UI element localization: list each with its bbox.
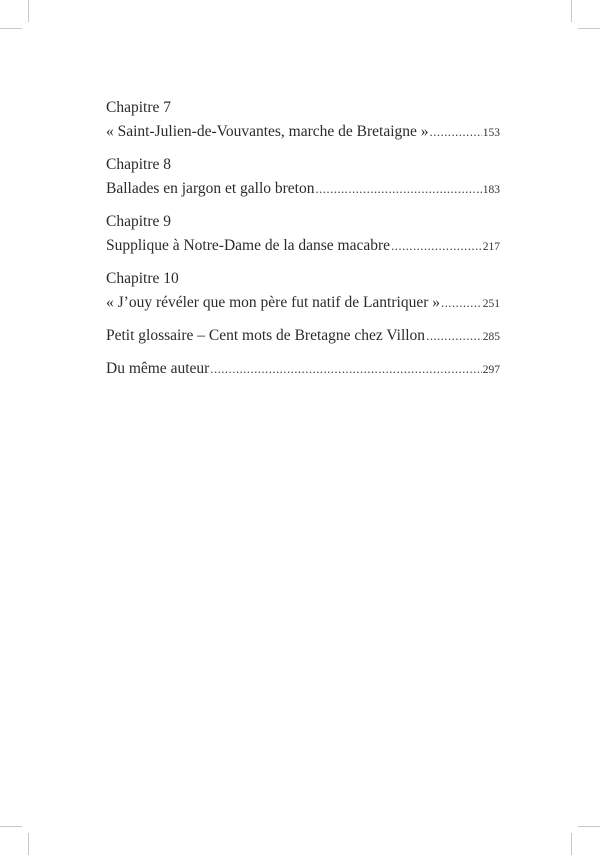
dot-leader	[210, 357, 481, 381]
chapter-heading: Chapitre 8	[106, 156, 171, 173]
toc-entry-same-author	[106, 357, 500, 381]
table-of-contents	[106, 96, 500, 390]
page-number: 183	[482, 184, 500, 196]
crop-mark-bottom-left-h	[0, 826, 22, 827]
page-number: 297	[482, 364, 500, 376]
page-number: 285	[482, 331, 500, 343]
page-number: 217	[482, 241, 500, 253]
dot-leader	[430, 120, 482, 144]
toc-line[interactable]	[106, 357, 500, 381]
dot-leader	[426, 324, 482, 348]
chapter-heading: Chapitre 10	[106, 270, 179, 287]
page-number: 251	[482, 298, 500, 310]
chapter-title: « J’ouy révéler que mon père fut natif de Lantriquer »	[106, 294, 440, 311]
crop-mark-bottom-left-v	[28, 833, 29, 855]
chapter-title: « Saint-Julien-de-Vouvantes, marche de Bretaigne »	[106, 123, 429, 140]
crop-mark-top-left-v	[28, 0, 29, 22]
toc-line[interactable]	[106, 120, 500, 144]
crop-mark-bottom-right-v	[571, 833, 572, 855]
toc-line[interactable]	[106, 177, 500, 201]
toc-line[interactable]	[106, 234, 500, 258]
toc-entry-chapter-7	[106, 96, 500, 144]
crop-mark-top-right-v	[571, 0, 572, 22]
dot-leader	[441, 291, 482, 315]
dot-leader	[391, 234, 482, 258]
toc-line[interactable]	[106, 291, 500, 315]
chapter-heading: Chapitre 9	[106, 213, 171, 230]
toc-entry-chapter-9	[106, 210, 500, 258]
crop-mark-top-right-h	[578, 28, 600, 29]
section-title: Du même auteur	[106, 360, 210, 377]
toc-entry-chapter-8	[106, 153, 500, 201]
toc-line[interactable]	[106, 324, 500, 348]
chapter-title: Ballades en jargon et gallo breton	[106, 180, 315, 197]
section-title: Petit glossaire – Cent mots de Bretagne chez Villon	[106, 327, 426, 344]
chapter-title: Supplique à Notre-Dame de la danse macabre	[106, 237, 391, 254]
chapter-heading: Chapitre 7	[106, 99, 171, 116]
crop-mark-top-left-h	[0, 28, 22, 29]
toc-entry-chapter-10	[106, 267, 500, 315]
page-number: 153	[482, 127, 500, 139]
crop-mark-bottom-right-h	[578, 826, 600, 827]
dot-leader	[315, 177, 481, 201]
toc-entry-glossary	[106, 324, 500, 348]
